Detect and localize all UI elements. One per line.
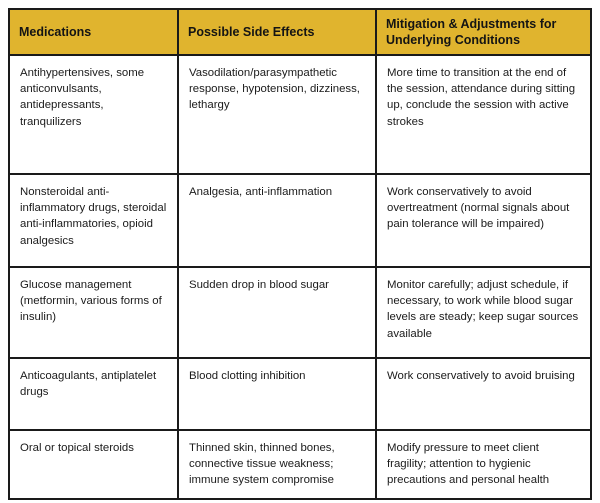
- medications-table-container: [8, 8, 590, 495]
- cell-side-effects: Vasodilation/parasympathetic response, hypotension, dizziness, lethargy: [178, 55, 376, 174]
- table-row: [9, 55, 591, 174]
- column-header-mitigation: Mitigation & Adjustments for Underlying Conditions: [376, 9, 591, 55]
- table-row: [9, 267, 591, 358]
- cell-mitigation: Work conservatively to avoid bruising: [376, 358, 591, 430]
- table-row: [9, 174, 591, 267]
- column-header-medications: Medications: [9, 9, 178, 55]
- cell-mitigation: Modify pressure to meet client fragility; attention to hygienic precautions and personal health: [376, 430, 591, 499]
- table-header-row: [9, 9, 591, 55]
- cell-medications: Nonsteroidal anti-inflammatory drugs, steroidal anti-inflammatories, opioid analgesics: [9, 174, 178, 267]
- cell-mitigation: Monitor carefully; adjust schedule, if necessary, to work while blood sugar levels are steady; keep sugar sources available: [376, 267, 591, 358]
- cell-mitigation: More time to transition at the end of the session, attendance during sitting up, conclude the session with active strokes: [376, 55, 591, 174]
- cell-side-effects: Blood clotting inhibition: [178, 358, 376, 430]
- table-row: [9, 430, 591, 499]
- cell-mitigation: Work conservatively to avoid overtreatment (normal signals about pain tolerance will be impaired): [376, 174, 591, 267]
- cell-medications: Antihypertensives, some anticonvulsants, antidepressants, tranquilizers: [9, 55, 178, 174]
- cell-medications: Anticoagulants, antiplatelet drugs: [9, 358, 178, 430]
- column-header-side-effects: Possible Side Effects: [178, 9, 376, 55]
- table-body: [9, 55, 591, 499]
- cell-side-effects: Thinned skin, thinned bones, connective tissue weakness; immune system compromise: [178, 430, 376, 499]
- table-header: [9, 9, 591, 55]
- cell-side-effects: Sudden drop in blood sugar: [178, 267, 376, 358]
- cell-side-effects: Analgesia, anti-inflammation: [178, 174, 376, 267]
- medications-table: [8, 8, 592, 500]
- cell-medications: Oral or topical steroids: [9, 430, 178, 499]
- cell-medications: Glucose management (metformin, various forms of insulin): [9, 267, 178, 358]
- table-row: [9, 358, 591, 430]
